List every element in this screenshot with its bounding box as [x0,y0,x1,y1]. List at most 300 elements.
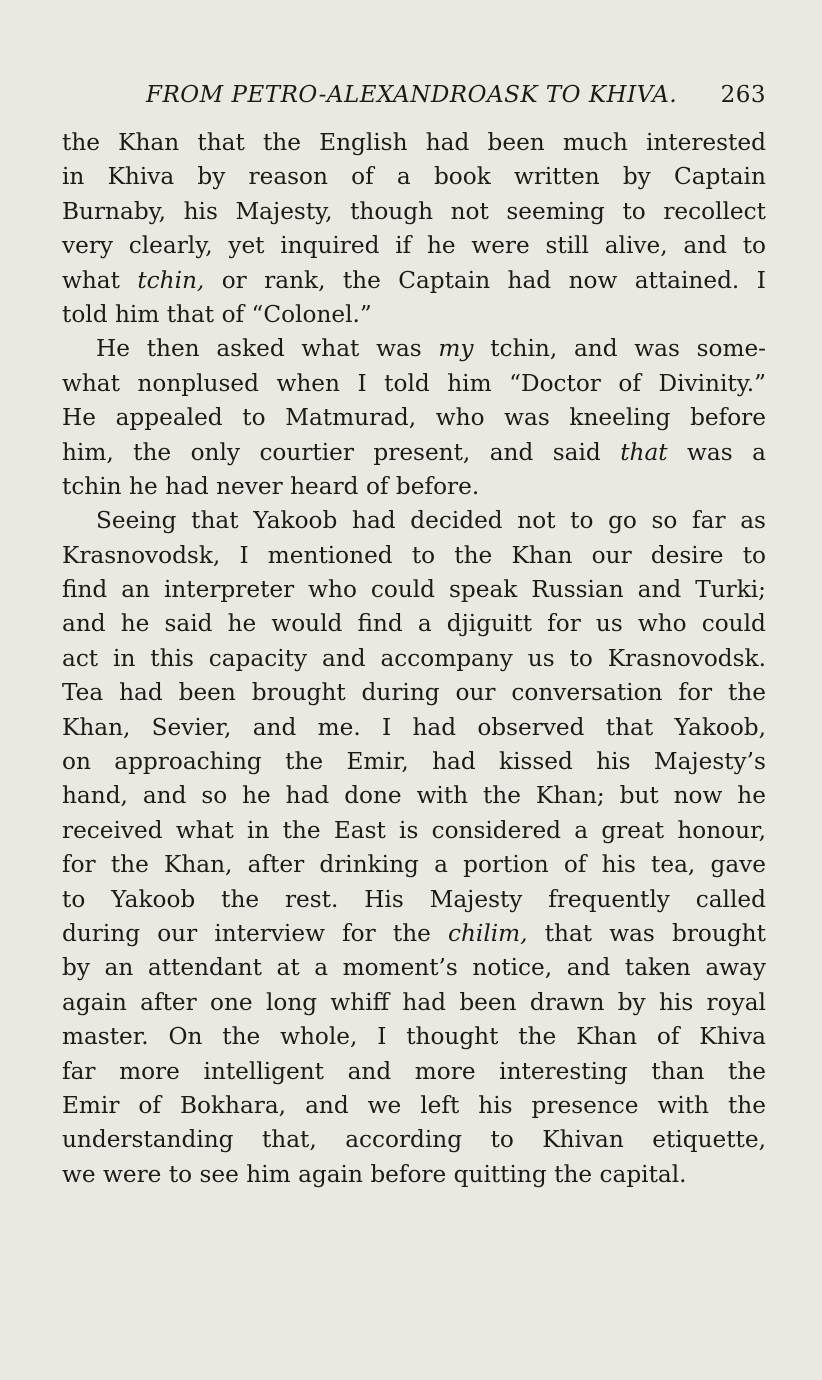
text-line [62,883,766,917]
word: still [545,232,589,260]
word: Emir [62,1091,120,1119]
text-line [62,848,766,882]
text-line [62,229,766,263]
word: or [221,266,247,294]
word: his [183,197,218,225]
word: accompany [380,644,513,672]
word: was [504,404,550,432]
text-line [62,436,766,470]
word: to [62,885,86,913]
word: with [657,1091,709,1119]
word: was [609,919,655,947]
word: called [695,885,766,913]
word: of [221,300,245,328]
word: see [199,1160,239,1188]
word: him [447,369,492,397]
word: him [114,300,160,328]
word: taken [624,954,691,982]
text-line [62,470,766,504]
word: a [396,163,411,191]
word: Russian [531,576,624,604]
word: speak [449,576,518,604]
word: of [365,472,389,500]
word: Khivan [542,1126,624,1154]
word: and [347,1057,392,1085]
word: and [489,438,534,466]
word: East [333,816,386,844]
word: that [166,300,215,328]
word: to [242,404,266,432]
word: honour, [677,816,766,844]
word: would [271,610,343,638]
word: thought [406,1023,499,1051]
word: the [342,266,381,294]
word: interested [645,129,766,156]
text-line [62,160,766,194]
word: his [596,748,631,776]
word: On [168,1023,203,1051]
word: Khan; [535,782,605,810]
word: an [104,954,134,982]
word: mentioned [267,541,393,569]
word: what [301,335,360,363]
word: the [110,851,149,879]
word: when [276,369,340,397]
word: him, [62,438,114,466]
word: and [321,644,366,672]
word: and [305,1091,349,1119]
word: alive, [604,232,668,260]
word: He [62,404,96,432]
word: tchin, [490,335,558,363]
word: Khiva [107,163,175,191]
word: written [513,163,600,191]
word: the [554,1160,593,1188]
word: than [651,1057,705,1085]
word: long [265,988,318,1016]
word: Yakoob [111,885,196,913]
word: only [190,438,240,466]
word: not [450,197,489,225]
word: a [574,816,589,844]
word: a [417,610,432,638]
word: I [381,713,392,741]
word: he [737,782,766,810]
word: conversation [511,679,663,707]
text-line [62,298,766,332]
word: and [566,954,611,982]
word: were [471,232,530,260]
word: quitting [453,1160,547,1188]
word: again [298,1160,363,1188]
word: Matmurad, [285,404,417,432]
word: that, [261,1126,317,1154]
word: an [121,576,150,604]
word: according [345,1126,463,1154]
word: that [544,919,593,947]
word: He [96,335,130,363]
word: djiguitt [446,610,533,638]
word: reason [248,163,328,191]
word: Tea [62,679,104,707]
word: that [191,507,239,535]
text-line [62,195,766,229]
word: on [62,748,91,776]
word: brought [251,679,346,707]
word: one [210,988,253,1016]
word: what [62,369,120,397]
word: the [133,438,172,466]
word: before. [395,472,480,500]
word: me. [317,713,361,741]
word: this [150,644,194,672]
word: for [62,851,96,879]
word: interview [214,919,325,947]
word: if [395,232,412,260]
word: the [62,129,100,156]
word: for [678,679,713,707]
word: desire [650,541,724,569]
text-line [62,1089,766,1123]
word: Sevier, [151,713,232,741]
word: Captain [398,266,491,294]
word: now [568,266,618,294]
word: nonplused [137,369,259,397]
italic-word: chilim, [448,919,528,947]
word: though [350,197,434,225]
word: not [517,507,556,535]
word: of [656,1023,680,1051]
word: kissed [499,748,573,776]
word: go [608,507,637,535]
word: Khan [118,129,180,156]
word: been [459,988,517,1016]
text-line [62,779,766,813]
page-number: 263 [720,82,766,108]
word: had [425,129,470,156]
word: who [637,610,687,638]
word: to [411,541,436,569]
word: he [129,472,158,500]
word: Majesty, [235,197,333,225]
word: interesting [499,1057,628,1085]
word: during [62,919,141,947]
word: and [252,713,297,741]
word: had [119,679,163,707]
word: drawn [529,988,605,1016]
word: who [435,404,485,432]
word: Khan [576,1023,638,1051]
word: tea, [651,851,696,879]
word: the [727,679,766,707]
word: as [740,507,766,535]
word: and [637,576,682,604]
word: the [728,1057,766,1085]
word: book [433,163,491,191]
word: before [370,1160,447,1188]
word: Majesty [429,885,523,913]
text-line [62,126,766,160]
word: he [120,610,150,638]
word: to [569,644,593,672]
word: understanding [62,1126,234,1154]
word: yet [228,232,265,260]
word: and [142,782,187,810]
word: to [742,232,766,260]
word: portion [463,851,549,879]
word: attendant [147,954,262,982]
word: before [690,404,766,432]
word: etiquette, [652,1126,766,1154]
word: Yakoob, [674,713,766,741]
word: to [570,507,594,535]
word: our [591,541,632,569]
word: was [687,438,733,466]
word: what [175,816,234,844]
word: had [412,713,457,741]
word: we [62,1160,96,1188]
word: very [62,232,114,260]
word: him [246,1160,291,1188]
word: and [62,610,106,638]
word: hand, [62,782,128,810]
word: brought [672,919,766,947]
word: by [622,163,651,191]
word: Khan, [164,851,233,879]
word: done [344,782,402,810]
word: rank, [264,266,326,294]
word: act [62,644,99,672]
word: and [573,335,618,363]
word: been [178,679,236,707]
word: said [552,438,601,466]
word: he [242,782,271,810]
word: English [319,129,408,156]
word: kneeling [569,404,671,432]
word: drinking [319,851,419,879]
word: the [282,816,321,844]
text-line [62,1158,766,1192]
word: during [361,679,440,707]
word: told [384,369,430,397]
word: more [414,1057,476,1085]
word: Turki; [695,576,766,604]
word: inquired [280,232,380,260]
word: I [239,541,249,569]
text-line [62,539,766,573]
text-line [62,264,766,298]
word: he [426,232,456,260]
word: a [434,851,448,879]
word: intelligent [203,1057,324,1085]
word: was [634,335,680,363]
word: was [376,335,422,363]
word: whole, [280,1023,358,1051]
word: our [455,679,496,707]
word: then [146,335,200,363]
text-line [62,607,766,641]
word: a [314,954,329,982]
word: our [157,919,198,947]
word: were [103,1160,162,1188]
word: had [165,472,209,500]
word: but [619,782,659,810]
word: so [201,782,228,810]
text-line [62,745,766,779]
word: rest. [284,885,339,913]
word: so [651,507,678,535]
text-line [62,986,766,1020]
word: the [454,541,493,569]
word: seeming [506,197,605,225]
word: is [399,816,419,844]
word: “Doctor [509,369,601,397]
word: more [119,1057,180,1085]
word: far [692,507,726,535]
word: had [285,782,330,810]
text-line [62,642,766,676]
word: the [262,129,301,156]
word: decided [410,507,503,535]
word: clearly, [128,232,213,260]
text-line [62,917,766,951]
word: Majesty’s [653,748,766,776]
word: find [357,610,403,638]
word: away [705,954,766,982]
text-line [62,573,766,607]
running-header [62,78,766,114]
word: some- [696,335,766,363]
text-line [62,814,766,848]
running-title: FROM PETRO-ALEXANDROASK TO KHIVA. [146,82,678,108]
word: in [247,816,270,844]
word: by [197,163,226,191]
word: moment’s [342,954,458,982]
word: could [701,610,766,638]
text-line [62,504,766,538]
word: much [562,129,628,156]
word: I [357,369,367,397]
word: great [601,816,665,844]
word: in [113,644,136,672]
word: at [276,954,300,982]
word: Khan, [62,713,131,741]
word: to [742,541,766,569]
word: observed [477,713,585,741]
word: of [138,1091,161,1119]
word: interpreter [163,576,295,604]
word: us [527,644,555,672]
word: capacity [208,644,308,672]
word: had [402,988,446,1016]
word: Bokhara, [179,1091,287,1119]
word: royal [706,988,766,1016]
text-line [62,676,766,710]
word: said [164,610,213,638]
word: by [617,988,646,1016]
text-line [62,711,766,745]
word: for [547,610,581,638]
word: and [683,232,727,260]
body-text [62,126,766,1192]
text-line [62,367,766,401]
word: far [62,1057,96,1085]
word: the [222,1023,261,1051]
word: Khan [511,541,573,569]
word: appealed [115,404,223,432]
word: frequently [548,885,670,913]
text-line [62,401,766,435]
word: His [364,885,404,913]
word: the [285,748,324,776]
word: left [420,1091,460,1119]
word: had [507,266,552,294]
word: recollect [663,197,766,225]
word: Captain [673,163,766,191]
word: after [140,988,197,1016]
word: after [247,851,305,879]
word: to [168,1160,193,1188]
italic-word: tchin, [137,266,205,294]
word: what [62,266,120,294]
word: been [487,129,545,156]
italic-word: my [438,335,474,363]
word: the [392,919,431,947]
word: who [308,576,357,604]
word: master. [62,1023,149,1051]
word: with [416,782,469,810]
word: Burnaby, [62,197,167,225]
word: by [62,954,90,982]
word: us [595,610,623,638]
word: the [727,1091,766,1119]
word: to [622,197,646,225]
word: his [478,1091,513,1119]
word: present, [373,438,471,466]
word: attained. [634,266,740,294]
word: the [518,1023,557,1051]
word: presence [531,1091,639,1119]
word: that [197,129,245,156]
word: in [62,163,85,191]
word: had [432,748,476,776]
word: now [673,782,723,810]
word: heard [290,472,359,500]
word: we [367,1091,402,1119]
word: I [756,266,766,294]
word: Yakoob [253,507,338,535]
word: Divinity.” [658,369,766,397]
word: of [351,163,374,191]
text-line [62,1055,766,1089]
word: courtier [259,438,354,466]
word: notice, [472,954,553,982]
italic-word: that [620,438,668,466]
word: approaching [114,748,262,776]
word: capital. [599,1160,687,1188]
word: the [482,782,521,810]
word: Krasnovodsk, [62,541,221,569]
word: he [227,610,257,638]
text-line [62,332,766,366]
word: find [62,576,108,604]
word: Khiva [699,1023,766,1051]
word: asked [216,335,285,363]
word: could [370,576,436,604]
word: received [62,816,163,844]
word: told [62,300,108,328]
word: his [658,988,694,1016]
